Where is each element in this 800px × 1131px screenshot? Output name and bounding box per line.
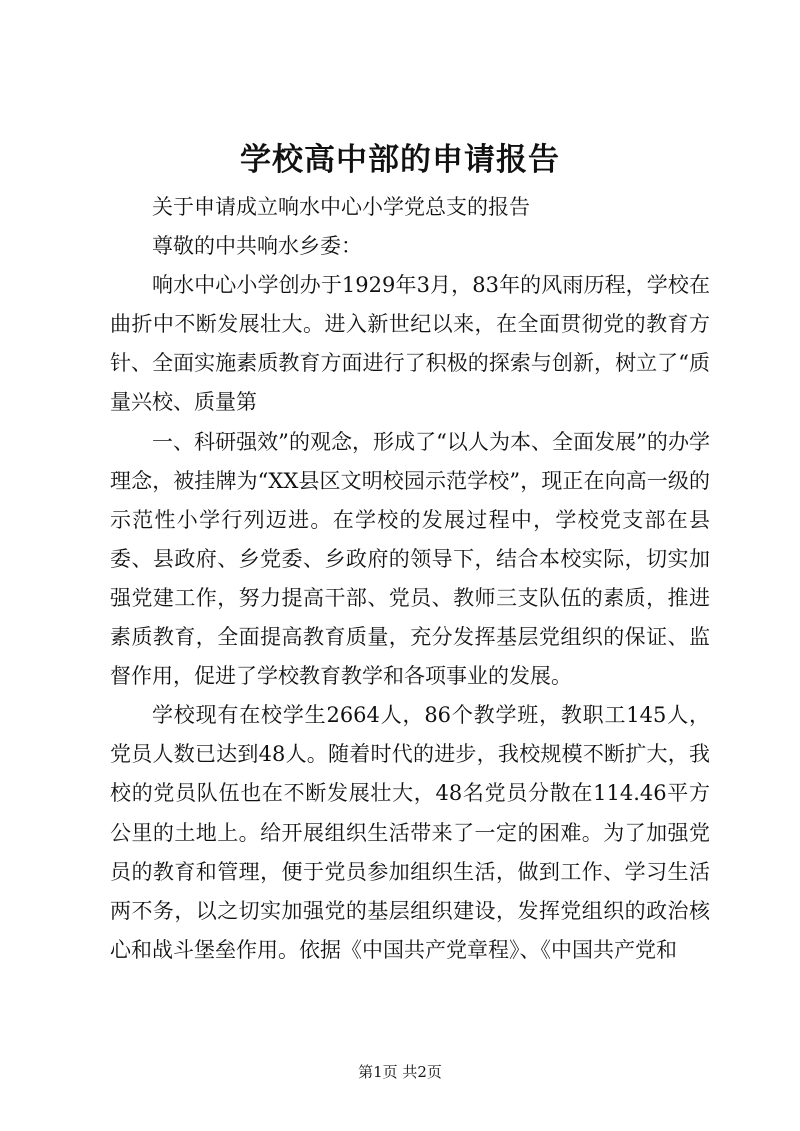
paragraph-school-development: 一、科研强效”的观念，形成了“以人为本、全面发展”的办学理念，被挂牌为“XX县区文明校园示范学校”，现正在向高一级的示范性小学行列迈进。在学校的发展过程中，学校党支部在县委、县政府、乡党委、乡政府的领导下，结合本校实际，切实加强党建工作，努力提高干部、党员、教师三支队伍的素质，推进素质教育，全面提高教育质量，充分发挥基层党组织的保证、监督作用，促进了学校教育教学和各项事业的发展。 bbox=[110, 429, 710, 689]
paragraph-school-history: 响水中心小学创办于1929年3月，83年的风雨历程，学校在曲折中不断发展壮大。进入新世纪以来，在全面贯彻党的教育方针、全面实施素质教育方面进行了积极的探索与创新，树立了“质量兴校、质量第 bbox=[110, 273, 710, 415]
page-footer: 第1页 共2页 bbox=[358, 1063, 442, 1081]
document-title: 学校高中部的申请报告 bbox=[240, 142, 560, 178]
paragraph-salutation: 尊敬的中共响水乡委： bbox=[152, 234, 362, 259]
document-body bbox=[110, 188, 710, 970]
paragraph-report-subject: 关于申请成立响水中心小学党总支的报告 bbox=[152, 195, 530, 219]
paragraph-school-status: 学校现有在校学生2664人，86个教学班，教职工145人，党员人数已达到48人。随着时代的进步，我校规模不断扩大，我校的党员队伍也在不断发展壮大，48名党员分散在114.46平方公里的土地上。给开展组织生活带来了一定的困难。为了加强党员的教育和管理，便于党员参加组织生活，做到工作、学习生活两不务，以之切实加强党的基层组织建设，发挥党组织的政治核心和战斗堡垒作用。依据《中国共产党章程》、《中国共产党和 bbox=[110, 703, 710, 962]
